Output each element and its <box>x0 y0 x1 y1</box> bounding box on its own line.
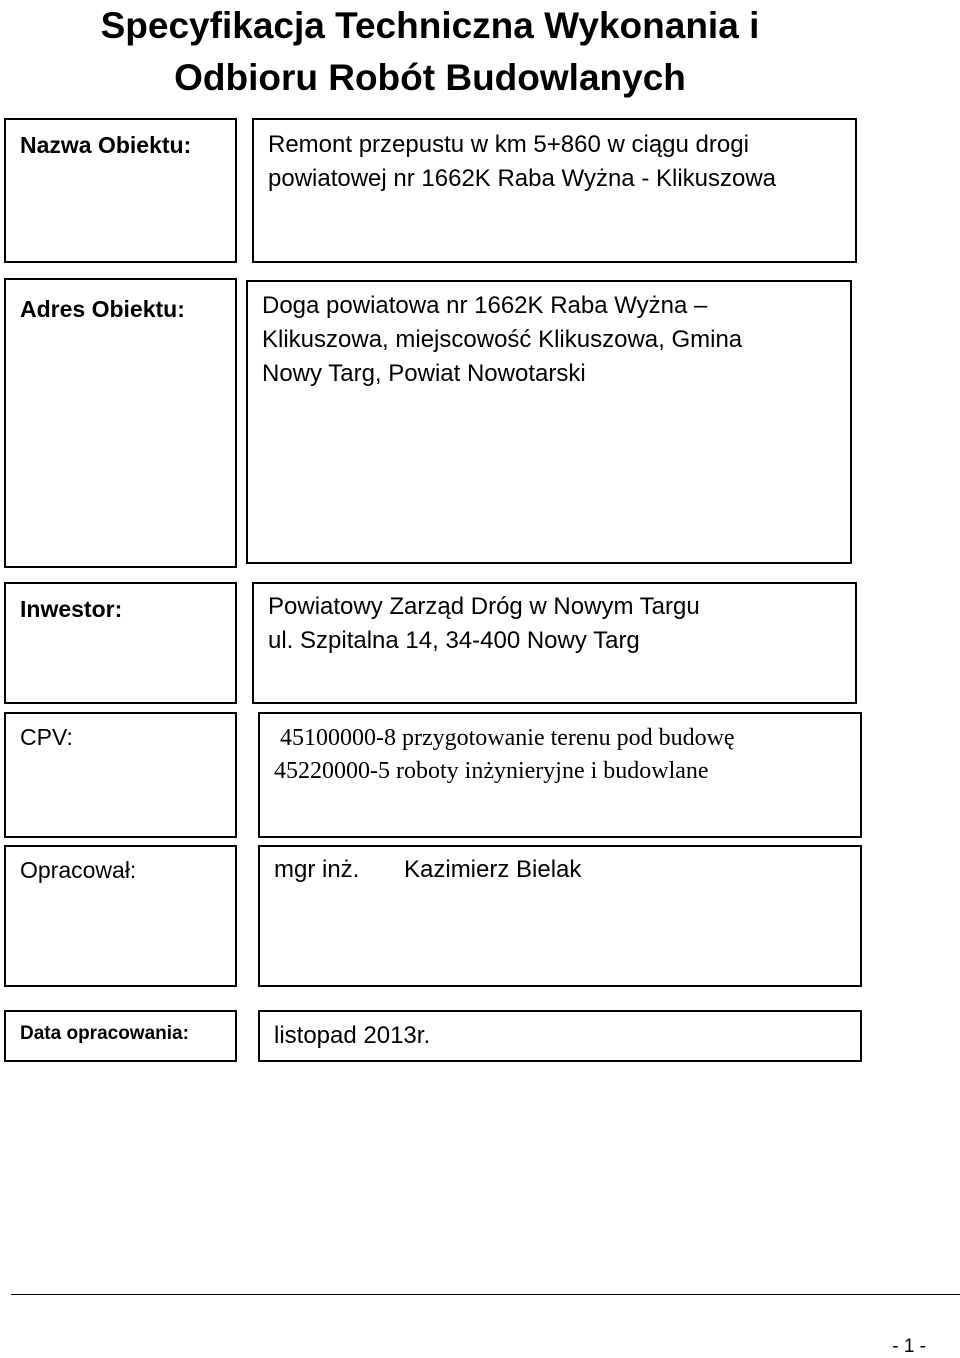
nazwa-line-1: Remont przepustu w km 5+860 w ciągu drogi <box>268 131 749 158</box>
nazwa-value-box <box>252 118 857 263</box>
inwestor-line-2: ul. Szpitalna 14, 34-400 Nowy Targ <box>268 627 640 654</box>
opracowal-title: mgr inż. <box>274 856 360 883</box>
cpv-line-2: 45220000-5 roboty inżynieryjne i budowlane <box>274 758 709 784</box>
title-line-1: Specyfikacja Techniczna Wykonania i <box>100 5 760 46</box>
nazwa-line-2: powiatowej nr 1662K Raba Wyżna - Klikuszowa <box>268 165 777 192</box>
adres-line-3: Nowy Targ, Powiat Nowotarski <box>262 360 586 387</box>
opracowal-value-box <box>258 845 862 987</box>
nazwa-value <box>268 128 776 196</box>
inwestor-value-box <box>252 582 857 704</box>
adres-line-2: Klikuszowa, miejscowość Klikuszowa, Gmina <box>262 326 743 353</box>
adres-line-1: Doga powiatowa nr 1662K Raba Wyżna – <box>262 292 708 319</box>
cpv-label: CPV: <box>20 724 73 750</box>
adres-label-box <box>4 278 237 568</box>
cpv-label-box <box>4 712 237 838</box>
adres-value-box <box>246 280 852 564</box>
inwestor-value <box>268 590 700 658</box>
data-value-box <box>258 1010 862 1062</box>
data-value: listopad 2013r. <box>274 1022 431 1049</box>
data-label-box <box>4 1010 237 1062</box>
inwestor-line-1: Powiatowy Zarząd Dróg w Nowym Targu <box>268 593 700 620</box>
title-line-2: Odbioru Robót Budowlanych <box>174 57 686 98</box>
inwestor-label-box <box>4 582 237 704</box>
document-title <box>0 0 860 104</box>
cpv-line-1: 45100000-8 przygotowanie terenu pod budowę <box>280 725 735 751</box>
data-label: Data opracowania: <box>20 1023 189 1044</box>
opracowal-name: Kazimierz Bielak <box>404 856 582 883</box>
adres-value <box>262 289 742 391</box>
cpv-value-box <box>258 712 862 838</box>
inwestor-label: Inwestor: <box>20 596 123 622</box>
cpv-value <box>274 722 735 788</box>
opracowal-label: Opracował: <box>20 857 137 883</box>
adres-label: Adres Obiektu: <box>20 296 185 322</box>
nazwa-label: Nazwa Obiektu: <box>20 132 192 158</box>
nazwa-label-box <box>4 118 237 263</box>
page-number: - 1 - <box>892 1336 926 1357</box>
footer-rule <box>11 1294 960 1295</box>
opracowal-label-box <box>4 845 237 987</box>
